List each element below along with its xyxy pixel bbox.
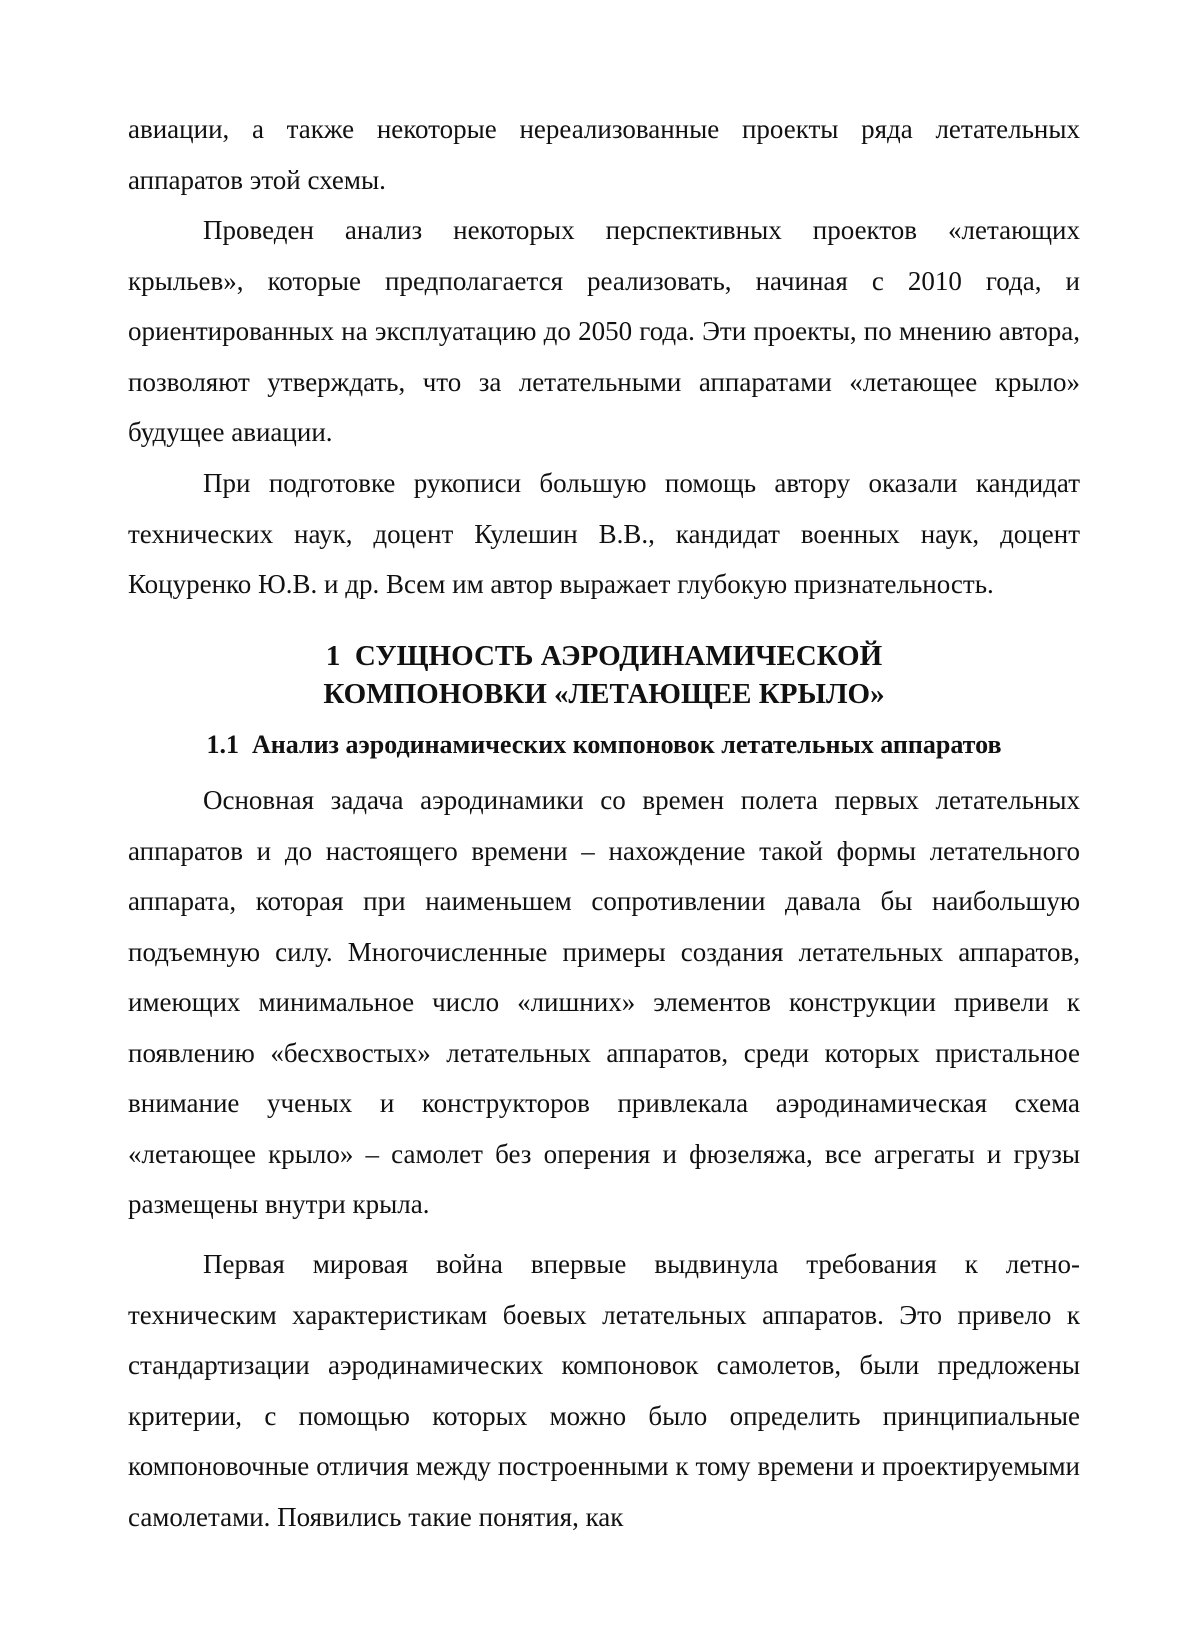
paragraph-first-world-war: Первая мировая война впервые выдвинула требования к летно-техническим характеристикам боевых летательных аппаратов. Это привело к стандартизации аэродинамических компоновок самолетов, были предложены критерии, с помощью которых можно было определить принципиальные компоновочные отличия между построенными к тому времени и проектируемыми самолетами. Появились такие понятия, как xyxy=(128,1249,1080,1532)
section-heading xyxy=(128,727,1080,763)
chapter-title-line2: КОМПОНОВКИ «ЛЕТАЮЩЕЕ КРЫЛО» xyxy=(323,678,885,710)
paragraph-acknowledgements: При подготовке рукописи большую помощь автору оказали кандидат технических наук, доцент Кулешин В.В., кандидат военных наук, доцент Коцуренко Ю.В. и др. Всем им автор выражает глубокую признательность. xyxy=(128,468,1080,599)
paragraph-intro-tail: авиации, а также некоторые нереализованные проекты ряда летательных аппаратов этой схемы. xyxy=(128,114,1080,195)
paragraph-main-task: Основная задача аэродинамики со времен полета первых летательных аппаратов и до настоящего времени – нахождение такой формы летательного аппарата, которая при наименьшем сопротивлении давала бы наибольшую подъемную силу. Многочисленные примеры создания летательных аппаратов, имеющих минимальное число «лишних» элементов конструкции привели к появлению «бесхвостых» летательных аппаратов, среди которых пристальное внимание ученых и конструкторов привлекала аэродинамическая схема «летающее крыло» – самолет без оперения и фюзеляжа, все агрегаты и грузы размещены внутри крыла. xyxy=(128,785,1080,1219)
chapter-heading xyxy=(128,637,1080,713)
section-title: Анализ аэродинамических компоновок летательных аппаратов xyxy=(252,730,1002,759)
chapter-number: 1 xyxy=(325,640,341,672)
paragraph-projects-analysis: Проведен анализ некоторых перспективных проектов «летающих крыльев», которые предполагается реализовать, начиная с 2010 года, и ориентированных на эксплуатацию до 2050 года. Эти проекты, по мнению автора, позволяют утверждать, что за летательными аппаратами «летающее крыло» будущее авиации. xyxy=(128,215,1080,447)
section-number: 1.1 xyxy=(206,730,239,759)
chapter-title-line1: СУЩНОСТЬ АЭРОДИНАМИЧЕСКОЙ xyxy=(354,640,883,672)
